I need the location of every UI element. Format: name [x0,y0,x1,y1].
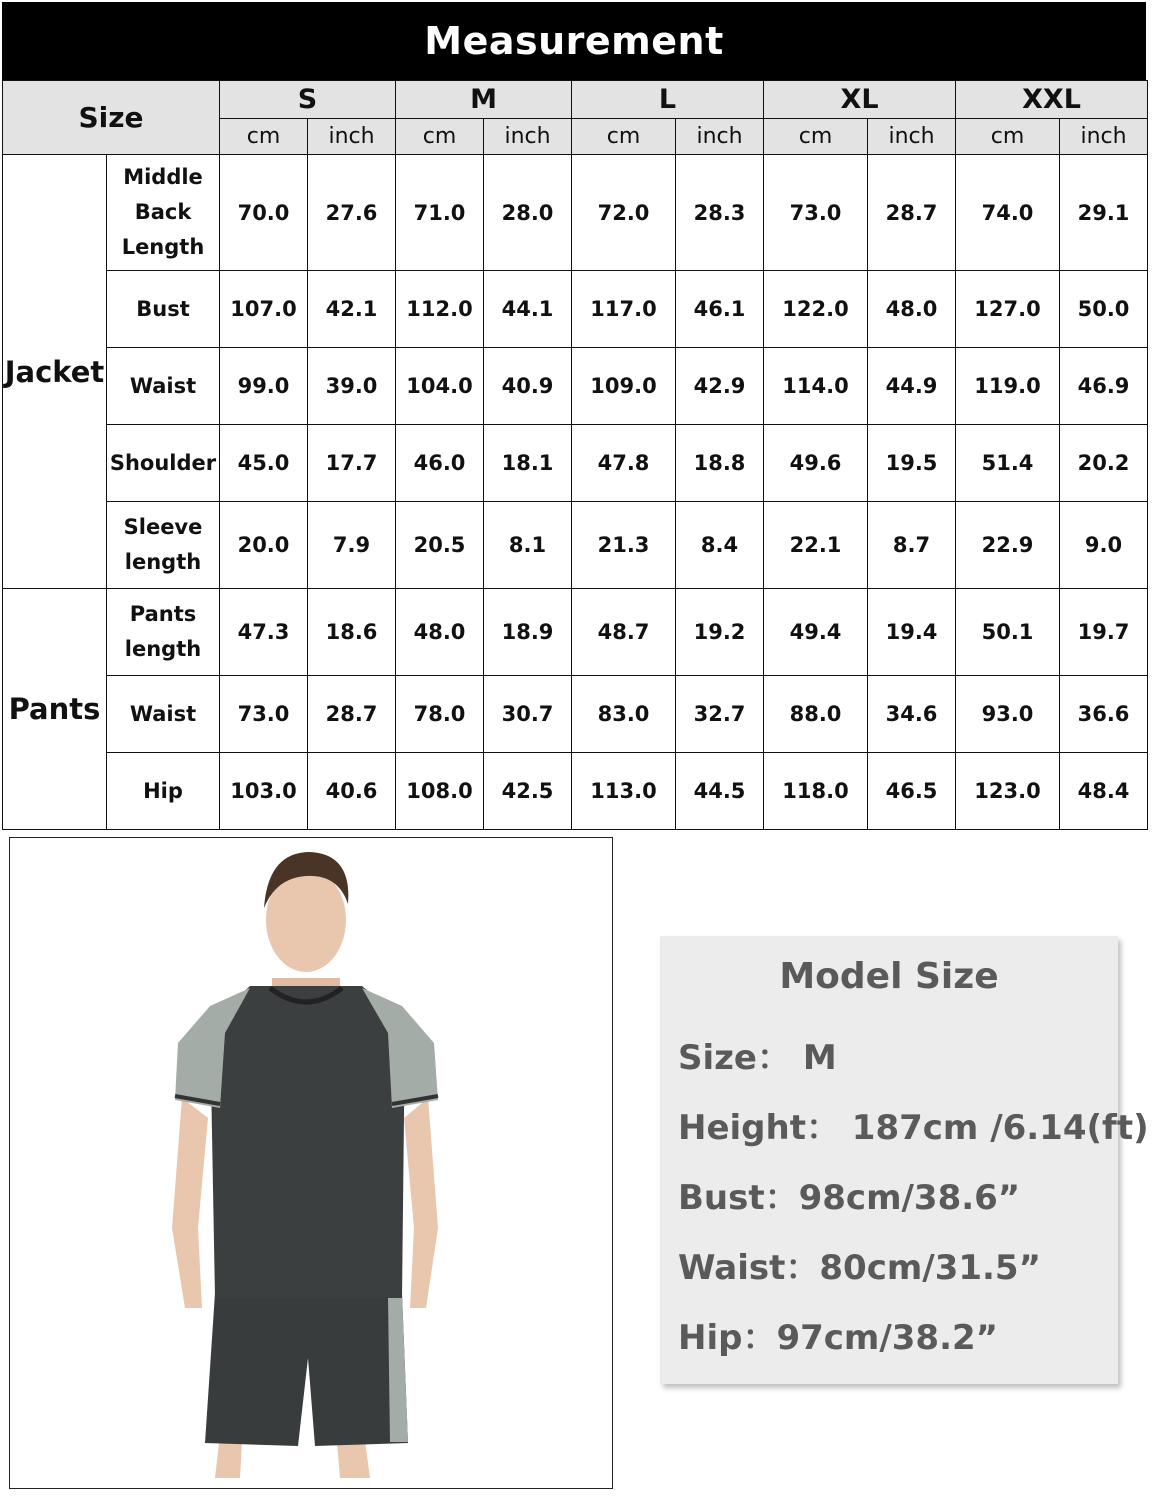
measurement-value: 123.0 [956,753,1060,830]
chart-title: Measurement [2,2,1146,80]
measurement-value: 48.7 [572,589,676,676]
measurement-value: 19.2 [676,589,764,676]
size-header-row [3,81,1148,119]
table-row [3,676,1148,753]
shorts-shape [205,1293,408,1446]
size-header-s: S [220,81,396,119]
measurement-value: 36.6 [1060,676,1148,753]
measurement-value: 107.0 [220,271,308,348]
unit-header: inch [868,119,956,155]
measurement-value: 21.3 [572,502,676,589]
measurement-value: 18.9 [484,589,572,676]
measurement-value: 28.7 [868,155,956,271]
measurement-value: 72.0 [572,155,676,271]
model-size-card [660,936,1149,1384]
measurement-value: 27.6 [308,155,396,271]
measurement-value: 49.6 [764,425,868,502]
size-table [2,80,1148,830]
measurement-value: 30.7 [484,676,572,753]
measurement-value: 42.9 [676,348,764,425]
measurement-value: 20.5 [396,502,484,589]
size-header-m: M [396,81,572,119]
measurement-value: 46.9 [1060,348,1148,425]
unit-header: inch [676,119,764,155]
measurement-value: 8.7 [868,502,956,589]
measurement-label: Waist [107,348,220,425]
measurement-label: Shoulder [107,425,220,502]
table-row [3,155,1148,271]
unit-header: inch [1060,119,1148,155]
unit-header: cm [572,119,676,155]
measurement-value: 9.0 [1060,502,1148,589]
model-hip-value: Hip：97cm/38.2” [678,1318,998,1358]
measurement-value: 22.9 [956,502,1060,589]
measurement-value: 45.0 [220,425,308,502]
measurement-value: 28.0 [484,155,572,271]
table-row [3,348,1148,425]
measurement-value: 112.0 [396,271,484,348]
measurement-value: 17.7 [308,425,396,502]
measurement-value: 122.0 [764,271,868,348]
measurement-value: 19.5 [868,425,956,502]
measurement-value: 73.0 [220,676,308,753]
measurement-value: 50.1 [956,589,1060,676]
measurement-value: 104.0 [396,348,484,425]
measurement-value: 20.0 [220,502,308,589]
size-header-xl: XL [764,81,956,119]
measurement-label: Bust [107,271,220,348]
model-size-title: Model Size [779,956,999,997]
unit-header: inch [484,119,572,155]
measurement-value: 34.6 [868,676,956,753]
table-row [3,589,1148,676]
measurement-value: 49.4 [764,589,868,676]
measurement-value: 51.4 [956,425,1060,502]
measurement-value: 8.4 [676,502,764,589]
unit-header: cm [396,119,484,155]
measurement-value: 19.7 [1060,589,1148,676]
measurement-value: 74.0 [956,155,1060,271]
measurement-label: Pants length [107,589,220,676]
measurement-value: 48.4 [1060,753,1148,830]
measurement-value: 108.0 [396,753,484,830]
table-row [3,425,1148,502]
measurement-value: 93.0 [956,676,1060,753]
measurement-value: 47.3 [220,589,308,676]
unit-header: inch [308,119,396,155]
size-header-xxl: XXL [956,81,1148,119]
measurement-value: 47.8 [572,425,676,502]
unit-header: cm [764,119,868,155]
model-bust-value: Bust：98cm/38.6” [678,1178,1021,1218]
measurement-value: 7.9 [308,502,396,589]
group-label-pants: Pants [3,589,107,830]
model-photo [9,837,613,1489]
measurement-value: 46.1 [676,271,764,348]
measurement-value: 50.0 [1060,271,1148,348]
measurement-value: 71.0 [396,155,484,271]
measurement-value: 99.0 [220,348,308,425]
size-header-l: L [572,81,764,119]
measurement-value: 22.1 [764,502,868,589]
measurement-value: 127.0 [956,271,1060,348]
model-illustration [10,838,613,1489]
measurement-value: 42.5 [484,753,572,830]
measurement-label: Sleeve length [107,502,220,589]
size-header-label: Size [3,81,220,155]
model-size-value: Size： M [678,1038,837,1078]
measurement-value: 44.5 [676,753,764,830]
measurement-value: 118.0 [764,753,868,830]
measurement-value: 40.9 [484,348,572,425]
unit-header: cm [956,119,1060,155]
measurement-value: 44.1 [484,271,572,348]
measurement-value: 20.2 [1060,425,1148,502]
unit-header: cm [220,119,308,155]
measurement-value: 19.4 [868,589,956,676]
measurement-value: 83.0 [572,676,676,753]
measurement-value: 48.0 [868,271,956,348]
group-label-jacket: Jacket [3,155,107,589]
measurement-value: 46.5 [868,753,956,830]
table-row [3,753,1148,830]
measurement-value: 29.1 [1060,155,1148,271]
measurement-value: 39.0 [308,348,396,425]
measurement-value: 46.0 [396,425,484,502]
measurement-value: 73.0 [764,155,868,271]
measurement-value: 44.9 [868,348,956,425]
measurement-value: 109.0 [572,348,676,425]
measurement-value: 103.0 [220,753,308,830]
measurement-value: 113.0 [572,753,676,830]
table-body [3,155,1148,830]
shirt-shape [210,986,405,1298]
measurement-value: 70.0 [220,155,308,271]
table-row [3,271,1148,348]
measurement-value: 117.0 [572,271,676,348]
measurement-value: 32.7 [676,676,764,753]
table-row [3,502,1148,589]
measurement-value: 42.1 [308,271,396,348]
measurement-chart [2,2,1146,830]
measurement-value: 18.1 [484,425,572,502]
measurement-label: Hip [107,753,220,830]
measurement-value: 78.0 [396,676,484,753]
measurement-value: 8.1 [484,502,572,589]
measurement-value: 88.0 [764,676,868,753]
measurement-value: 28.3 [676,155,764,271]
measurement-value: 119.0 [956,348,1060,425]
model-waist-value: Waist：80cm/31.5” [678,1248,1041,1288]
model-height-value: Height： 187cm /6.14(ft) [678,1108,1149,1148]
measurement-value: 40.6 [308,753,396,830]
measurement-label: Middle Back Length [107,155,220,271]
measurement-value: 48.0 [396,589,484,676]
measurement-value: 18.6 [308,589,396,676]
measurement-value: 18.8 [676,425,764,502]
measurement-value: 28.7 [308,676,396,753]
measurement-value: 114.0 [764,348,868,425]
measurement-label: Waist [107,676,220,753]
